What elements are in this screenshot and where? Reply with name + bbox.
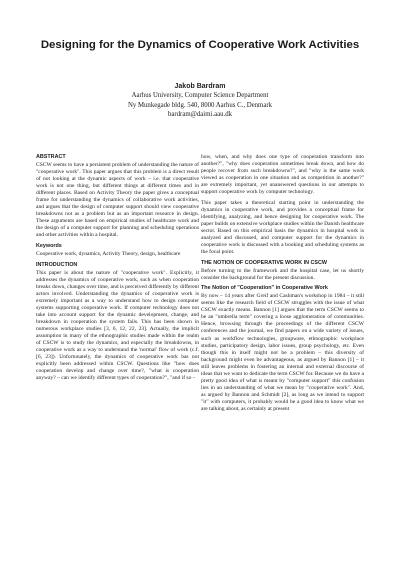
body-paragraph: how, when, and why does one type of cooperation transform into another?", "why does cooperation sometimes break down, and how do people recover from such breakdowns?", and "why is the same work viewed as cooperation in one situation and as competition in another?" are extremely important, yet unanswered questions in our attempts to support cooperative work by computer technology.: [201, 154, 364, 196]
section-heading: THE NOTION OF COOPERATIVE WORK IN CSCW: [201, 259, 327, 266]
author-email: bardram@daimi.aau.dk: [167, 111, 232, 119]
introduction-paragraph: This paper is about the nature of "cooperative work". Explicitly, it addresses the dynamics of cooperative work, such as when cooperation breaks down, changes over time, and is perceived differently by different actors involved. Understanding the dynamics of cooperative work is extremely important as a way to understand how to design computer systems supporting cooperative work. If computer technology does not take into account support for the dynamic development, change, and breakdown in cooperation the system fails. This has been shown in numerous workplace studies [3, 6, 12, 22, 23]. Actually, the implicit assumption in many of the ethnographic studies made within the realm of CSCW is to study the dynamics, and especially the breakdowns, in cooperative work as a way to understand the 'normal' flow of work (c.f. [6, 23]). Unfortunately, the dynamics of cooperative work has not explicitly been addressed within CSCW. Questions like "how does cooperation develop and change over time?, "what is cooperation anyway? – can we identify different types of cooperation?", "and if so –: [36, 269, 199, 382]
keywords-text: Cooperative work, dynamics, Activity Theory, design, healthcare: [36, 251, 181, 258]
subsection-heading: The Notion of "Cooperation" in Cooperative Work: [201, 285, 328, 292]
paper-title: Designing for the Dynamics of Cooperative Work Activities: [40, 39, 360, 51]
author-block: [40, 82, 360, 120]
right-column: [201, 154, 364, 417]
author-address: Ny Munkegade bldg. 540, 8000 Aarhus C., Denmark: [127, 101, 273, 109]
section-intro-paragraph: Before turning to the framework and the hospital case, let us shortly consider the background for the present discussion.: [201, 267, 364, 281]
subsection-paragraph: By now – 14 years after Greif and Cashman's workshop in 1984 – it still seems like the research field of CSCW struggles with the issue of what CSCW exactly means. Bannon [1] argues that the term CSCW seems to be an "umbrella term" covering a loose agglomeration of communities. Hence, browsing through the proceedings of the different CSCW conferences and the journal, we find papers on a wide variety of issues, such as workflow technologies, groupware, ethnographic workplace studies, participatory design, labor issues, group psychology, etc. Even though this in itself might not be a problem – this diversity of background might even be advantageous, as argued by Bannon [1] – it still leaves problems in fostering an internal and external discourse of ideas that we want to dedicate the term CSCW for. Because we do have a pretty good idea of what is meant by "computer support" this confusion lies in an understanding of what we mean by "cooperative work". And, as argued by Bannon and Schmidt [2], as long as we intend to support "it" with computers, it probably would be a good idea to know what we are talking about, as certainly at present: [201, 293, 364, 412]
body-paragraph: This paper takes a theoretical starting point in understanding the dynamics in cooperative work, and provides a conceptual frame for identifying, analyzing, and hence designing for cooperative work. The paper builds on extensive workplace studies within the Danish healthcare sector. Based on this empirical basis the dynamics in hospital work is analyzed and discussed, and computer support for the dynamics in cooperative work is discussed with a booking and scheduling systems as the focal point.: [201, 199, 364, 256]
abstract-text: CSCW seems to have a persistent problem of understanding the nature of "cooperative work". This paper argues that this problem is a direct result of not looking at the dynamic aspects of work – i.e. that cooperative work is not one thing, but different things at different times and in different places. Based on Activity Theory the paper gives a conceptual frame for understanding the dynamics of collaborative work activities, and argues that the design of computer support should view cooperative breakdowns not as a problem but as an important resource in design. These arguments are based on empirical studies of healthcare work and the design of a computer support for planning and scheduling operations and other activities within a hospital.: [36, 162, 199, 239]
left-column: [36, 154, 199, 386]
abstract-heading: ABSTRACT: [36, 154, 66, 160]
keywords-heading: Keywords: [36, 243, 62, 250]
introduction-heading: INTRODUCTION: [36, 261, 78, 268]
author-name: Jakob Bardram: [174, 83, 226, 90]
author-affiliation: Aarhus University, Computer Science Department: [131, 92, 269, 100]
